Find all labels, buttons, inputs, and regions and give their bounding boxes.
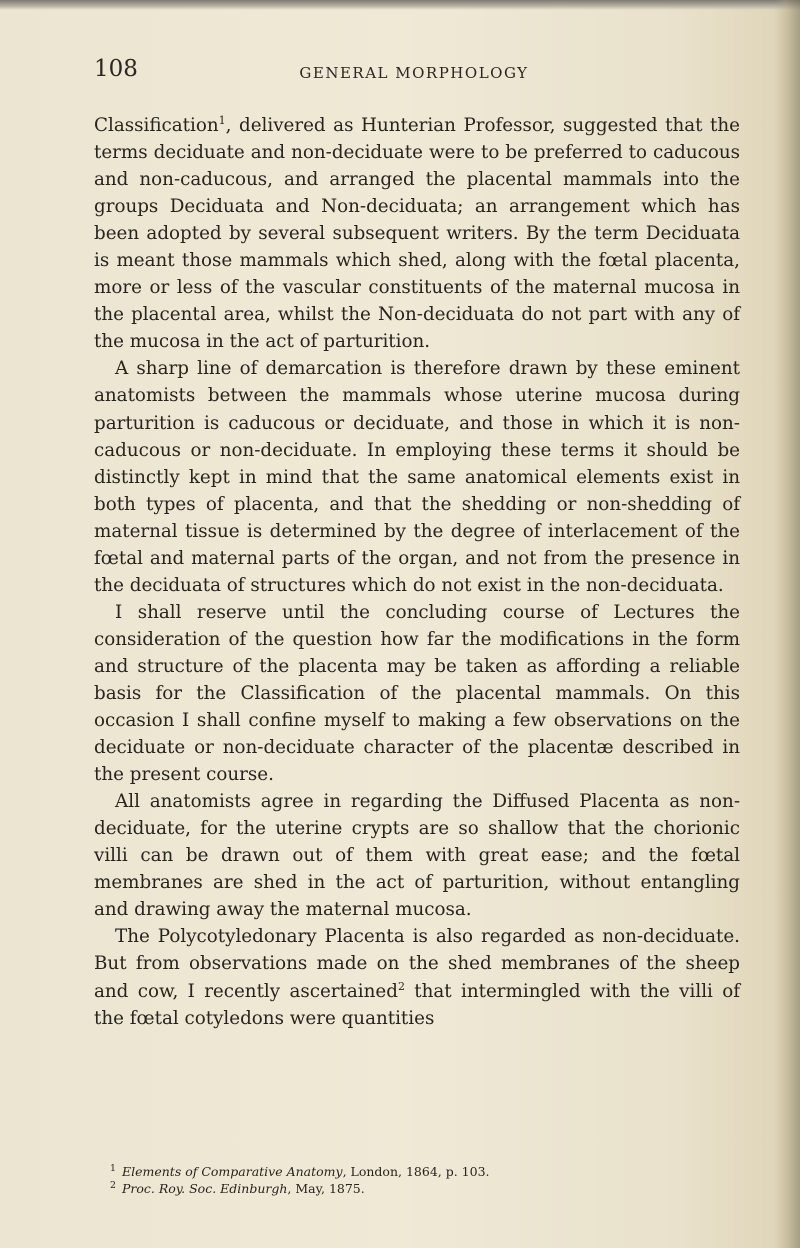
footnote-title: Proc. Roy. Soc. Edinburgh <box>121 1181 288 1196</box>
paragraph-3 <box>94 599 740 788</box>
paragraph-text: A sharp line of demarcation is therefore drawn by these eminent anatomists between the mammals whose uterine mucosa during parturition is caducous or deciduate, and those in which it is non-caducous or non-deciduate. In employing these terms it should be distinctly kept in mind that the same anatomical elements exist in both types of placenta, and that the shedding or non-shedding of maternal tissue is determined by the degree of interlacement of the fœtal and maternal parts of the organ, and not from the presence in the deciduata of structures which do not exist in the non-deciduata. <box>94 358 740 596</box>
footnote-ref-2: 2 <box>397 979 405 993</box>
page-number: 108 <box>94 56 138 82</box>
paragraph-text: I shall reserve until the concluding course of Lectures the consideration of the question how far the modifications in the form and structure of the placenta may be taken as affording a reliable basis for the Classification of the placental mammals. On this occasion I shall confine myself to making a few observations on the deciduate or non-deciduate character of the placentæ described in the present course. <box>94 601 740 786</box>
paragraph-2 <box>94 355 740 598</box>
paragraph-text: All anatomists agree in regarding the Diffused Placenta as non-deciduate, for the uterine crypts are so shallow that the chorionic villi can be drawn out of them with great ease; and the fœtal membranes are shed in the act of parturition, without entangling and drawing away the maternal mucosa. <box>94 791 740 921</box>
paragraph-text: that intermingled with the villi of the fœtal cotyledons were quantities <box>94 980 741 1029</box>
paragraph-text: The Polycotyledonary Placenta is also regarded as non-deciduate. But from observations made on the shed membranes of the sheep and cow, I recently ascertained <box>94 926 740 1002</box>
paragraph-text: Classification <box>94 115 219 136</box>
paragraph-text: , delivered as Hunterian Professor, suggested that the terms deciduate and non-deciduate were to be preferred to caducous and non-caducous, and arranged the placental mammals into the groups Deciduata and Non-deciduata; an arrangement which has been adopted by several subsequent writers. By the term Deciduata is meant those mammals which shed, along with the fœtal placenta, more or less of the vascular constituents of the maternal mucosa in the placental area, whilst the Non-deciduata do not part with any of the mucosa in the act of parturition. <box>94 115 740 353</box>
page-top-shadow <box>0 0 800 10</box>
footnote-detail: , London, 1864, p. 103. <box>342 1164 490 1179</box>
paragraph-1 <box>94 112 740 355</box>
footnote-detail: , May, 1875. <box>287 1181 365 1196</box>
footnote-2 <box>110 1180 730 1197</box>
paragraph-4 <box>94 788 740 923</box>
footnotes <box>110 1163 730 1197</box>
paragraph-5 <box>94 923 740 1031</box>
footnote-mark: 1 <box>110 1162 116 1174</box>
body-text <box>94 112 740 1032</box>
running-title: GENERAL MORPHOLOGY <box>299 64 529 82</box>
footnote-mark: 2 <box>110 1179 116 1191</box>
footnote-title: Elements of Comparative Anatomy <box>121 1164 343 1179</box>
footnote-1 <box>110 1163 730 1180</box>
page-right-edge <box>774 0 800 1248</box>
footnote-ref-1: 1 <box>218 113 226 127</box>
running-head <box>94 56 734 90</box>
